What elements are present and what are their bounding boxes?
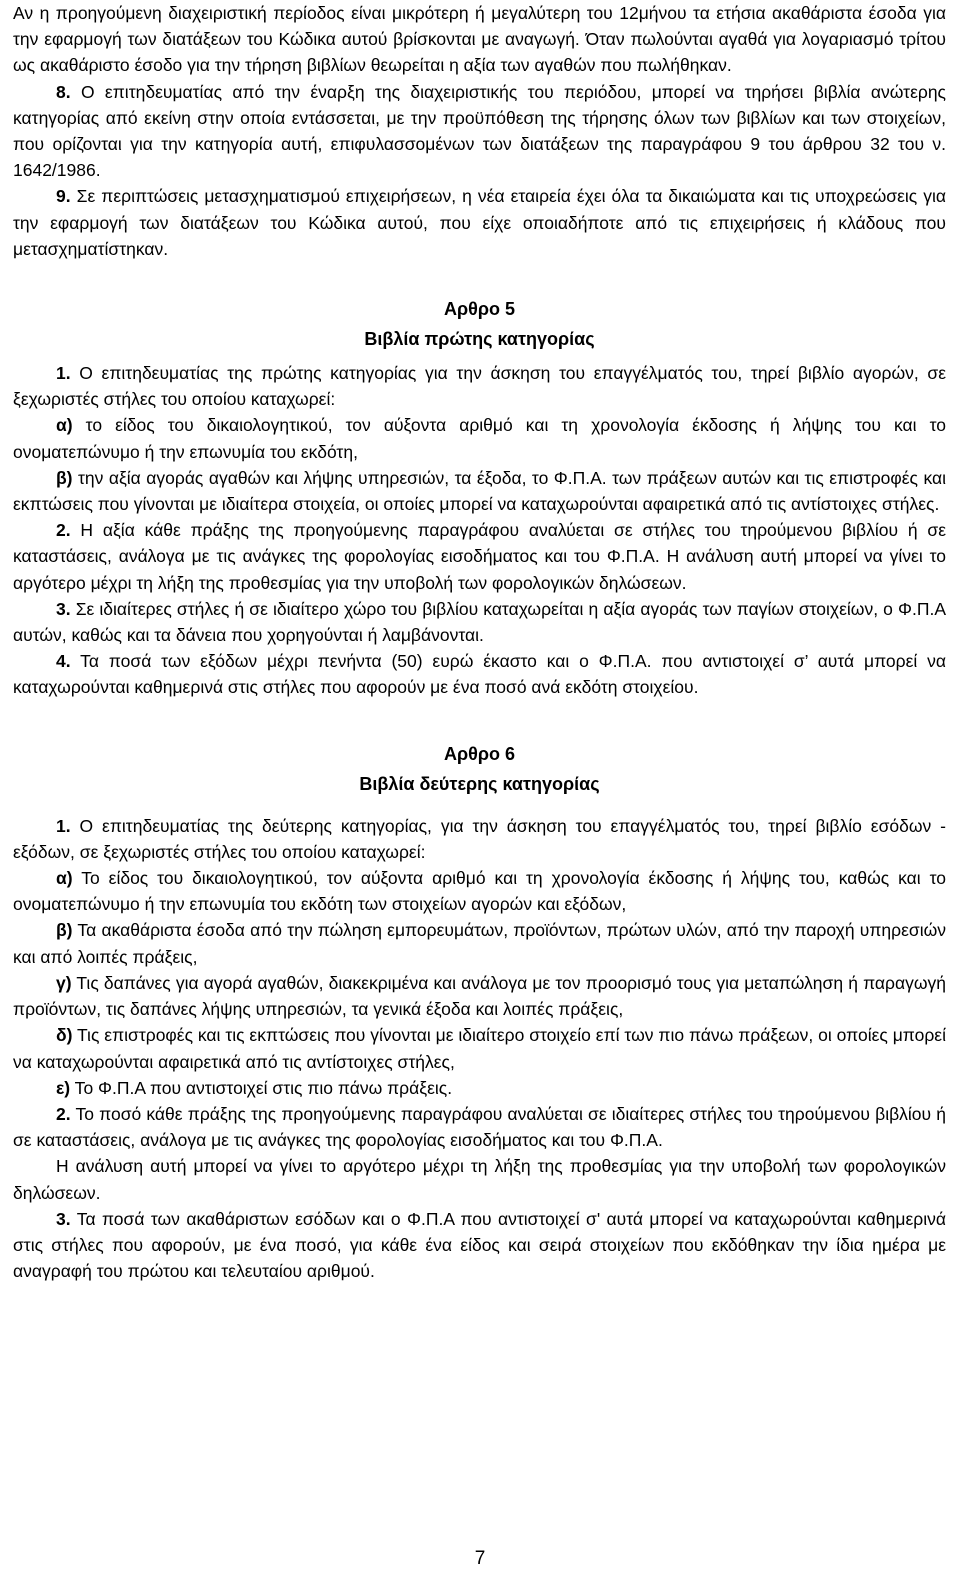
item-text: Τα ακαθάριστα έσοδα από την πώληση εμπορευμάτων, προϊόντων, πρώτων υλών, από την παροχή υπηρεσιών και από λοιπές πράξεις, bbox=[13, 920, 946, 967]
paragraph-number: 4. bbox=[56, 651, 71, 672]
article-5-paragraph-4 bbox=[13, 648, 946, 700]
item-text: το είδος του δικαιολογητικού, τον αύξοντα αριθμό και τη χρονολογία έκδοσης ή λήψης του και το ονοματεπώνυμο ή την επωνυμία του εκδότη, bbox=[13, 415, 946, 462]
paragraph-text: Η αξία κάθε πράξης της προηγούμενης παραγράφου αναλύεται σε στήλες του τηρούμενου βιβλίου ή σε καταστάσεις, ανάλογα με τις ανάγκες της φορολογίας εισοδήματος και του Φ.Π.Α. Η ανάλυση αυτή μπορεί να γίνει το αργότερο μέχρι τη λήξη της προθεσμίας για την υποβολή των φορολογικών δηλώσεων. bbox=[13, 520, 946, 593]
article-6-paragraph-2-continued: Η ανάλυση αυτή μπορεί να γίνει το αργότερο μέχρι τη λήξη της προθεσμίας για την υποβολή των φορολογικών δηλώσεων. bbox=[13, 1156, 946, 1203]
item-letter: δ) bbox=[56, 1025, 73, 1046]
item-text: Το είδος του δικαιολογητικού, τον αύξοντα αριθμό και τη χρονολογία έκδοσης ή λήψης του, καθώς και το ονοματεπώνυμο ή την επωνυμία του εκδότη των στοιχείων αγορών και εξόδων, bbox=[13, 868, 946, 915]
article-6-item-e bbox=[13, 1075, 946, 1101]
paragraph-intro: Αν η προηγούμενη διαχειριστική περίοδος είναι μικρότερη ή μεγαλύτερη του 12μήνου τα ετήσια ακαθάριστα έσοδα για την εφαρμογή των διατάξεων του Κώδικα αυτού βρίσκονται με αναγωγή. Όταν πωλούνται αγαθά για λογαριασμό τρίτου ως ακαθάριστο έσοδο για την τήρηση βιβλίων θεωρείται η αξία των αγαθών που πωλήθηκαν. bbox=[13, 3, 946, 76]
item-letter: γ) bbox=[56, 972, 72, 993]
document-body bbox=[13, 0, 946, 1284]
paragraph-number: 1. bbox=[56, 815, 71, 836]
item-letter: ε) bbox=[56, 1077, 71, 1098]
item-letter: α) bbox=[56, 415, 73, 436]
article-6-paragraph-3 bbox=[13, 1206, 946, 1285]
item-letter: β) bbox=[56, 467, 73, 488]
item-text: Το Φ.Π.Α που αντιστοιχεί στις πιο πάνω πράξεις. bbox=[70, 1077, 453, 1098]
paragraph-text: Ο επιτηδευματίας από την έναρξη της διαχειριστικής του περιόδου, μπορεί να τηρήσει βιβλία ανώτερης κατηγορίας από εκείνη στην οποία εντάσσεται, με την προϋπόθεση της τήρησης όλων των βιβλίων και των στοιχείων, που ορίζονται για την κατηγορία αυτή, επιφυλασσομένων των διατάξεων της παραγράφου 9 του άρθρου 32 του ν. 1642/1986. bbox=[13, 81, 946, 181]
article-5-title: Αρθρο 5 bbox=[443, 299, 515, 320]
paragraph-9 bbox=[13, 183, 946, 262]
paragraph-number: 2. bbox=[56, 1103, 71, 1124]
paragraph-text: Τα ποσά των ακαθάριστων εσόδων και ο Φ.Π.Α που αντιστοιχεί σ' αυτά μπορεί να καταχωρούνται καθημερινά στις στήλες που αφορούν, με ένα ποσό, για κάθε ένα είδος και σειρά στοιχείων που εκδόθηκαν την ίδια ημέρα με αναγραφή του πρώτου και τελευταίου αριθμού. bbox=[13, 1208, 946, 1282]
item-letter: α) bbox=[56, 868, 73, 889]
item-text: την αξία αγοράς αγαθών και λήψης υπηρεσιών, τα έξοδα, το Φ.Π.Α. των πράξεων αυτών και τις επιστροφές και εκπτώσεις που γίνονται με ιδιαίτερα στοιχεία, οι οποίες μπορεί να καταχωρούνται αφαιρετικά από τις αντίστοιχες στήλες. bbox=[13, 467, 946, 515]
item-text: Τις δαπάνες για αγορά αγαθών, διακεκριμένα και ανάλογα με τον προορισμό τους για μεταπώληση ή παραγωγή προϊόντων, τις δαπάνες λήψης υπηρεσιών, τα γενικά έξοδα και λοιπές πράξεις, bbox=[13, 972, 946, 1020]
paragraph-text: Σε περιπτώσεις μετασχηματισμού επιχειρήσεων, η νέα εταιρεία έχει όλα τα δικαιώματα και τις υποχρεώσεις για την εφαρμογή των διατάξεων του Κώδικα αυτού, που είχε οποιαδήποτε από τις επιχειρήσεις ή κλάδους που μετασχηματίστηκαν. bbox=[13, 186, 946, 259]
article-5-item-a bbox=[13, 412, 946, 464]
paragraph-number: 9. bbox=[56, 186, 71, 207]
article-5-paragraph-2 bbox=[13, 517, 946, 596]
paragraph-number: 3. bbox=[56, 598, 71, 619]
article-5-paragraph-1 bbox=[13, 360, 946, 412]
item-letter: β) bbox=[56, 920, 73, 941]
paragraph-number: 1. bbox=[56, 363, 71, 384]
article-6-title: Αρθρο 6 bbox=[443, 743, 515, 764]
paragraph-8 bbox=[13, 79, 946, 184]
paragraph-text: Ο επιτηδευματίας της δεύτερης κατηγορίας, για την άσκηση του επαγγέλματός του, τηρεί βιβλίο εσόδων - εξόδων, σε ξεχωριστές στήλες του οποίου καταχωρεί: bbox=[13, 815, 946, 862]
paragraph-number: 8. bbox=[56, 81, 71, 102]
article-6-item-a bbox=[13, 865, 946, 917]
article-6-paragraph-2 bbox=[13, 1101, 946, 1153]
article-5-paragraph-3 bbox=[13, 596, 946, 648]
paragraph-text: Τα ποσά των εξόδων μέχρι πενήντα (50) ευρώ έκαστο και ο Φ.Π.Α. που αντιστοιχεί σ’ αυτά μπορεί να καταχωρούνται καθημερινά στις στήλες που αφορούν με ένα ποσό ανά εκδότη στοιχείου. bbox=[13, 651, 946, 698]
item-text: Τις επιστροφές και τις εκπτώσεις που γίνονται με ιδιαίτερο στοιχείο επί των πιο πάνω πράξεων, οι οποίες μπορεί να καταχωρούνται αφαιρετικά από τις αντίστοιχες στήλες, bbox=[13, 1025, 946, 1072]
article-6-paragraph-1 bbox=[13, 813, 946, 865]
article-6-item-c bbox=[13, 970, 946, 1022]
paragraph-text: Ο επιτηδευματίας της πρώτης κατηγορίας για την άσκηση του επαγγέλματός του, τηρεί βιβλίο αγορών, σε ξεχωριστές στήλες του οποίου καταχωρεί: bbox=[13, 363, 946, 410]
paragraph-text: Σε ιδιαίτερες στήλες ή σε ιδιαίτερο χώρο του βιβλίου καταχωρείται η αξία αγοράς των παγίων στοιχείων, ο Φ.Π.Α αυτών, καθώς και τα δάνεια που χορηγούνται ή λαμβάνονται. bbox=[13, 598, 946, 646]
page-number: 7 bbox=[474, 1548, 486, 1569]
paragraph-number: 2. bbox=[56, 520, 71, 541]
article-6-item-b bbox=[13, 917, 946, 969]
article-5-item-b bbox=[13, 465, 946, 517]
paragraph-text: Το ποσό κάθε πράξης της προηγούμενης παραγράφου αναλύεται σε ιδιαίτερες στήλες του τηρούμενου βιβλίου ή σε καταστάσεις, ανάλογα με τις ανάγκες της φορολογίας εισοδήματος και του Φ.Π.Α. bbox=[13, 1103, 946, 1151]
paragraph-number: 3. bbox=[56, 1208, 71, 1229]
article-6-item-d bbox=[13, 1022, 946, 1074]
article-6-subtitle: Βιβλία δεύτερης κατηγορίας bbox=[359, 773, 600, 794]
article-5-subtitle: Βιβλία πρώτης κατηγορίας bbox=[364, 329, 595, 350]
